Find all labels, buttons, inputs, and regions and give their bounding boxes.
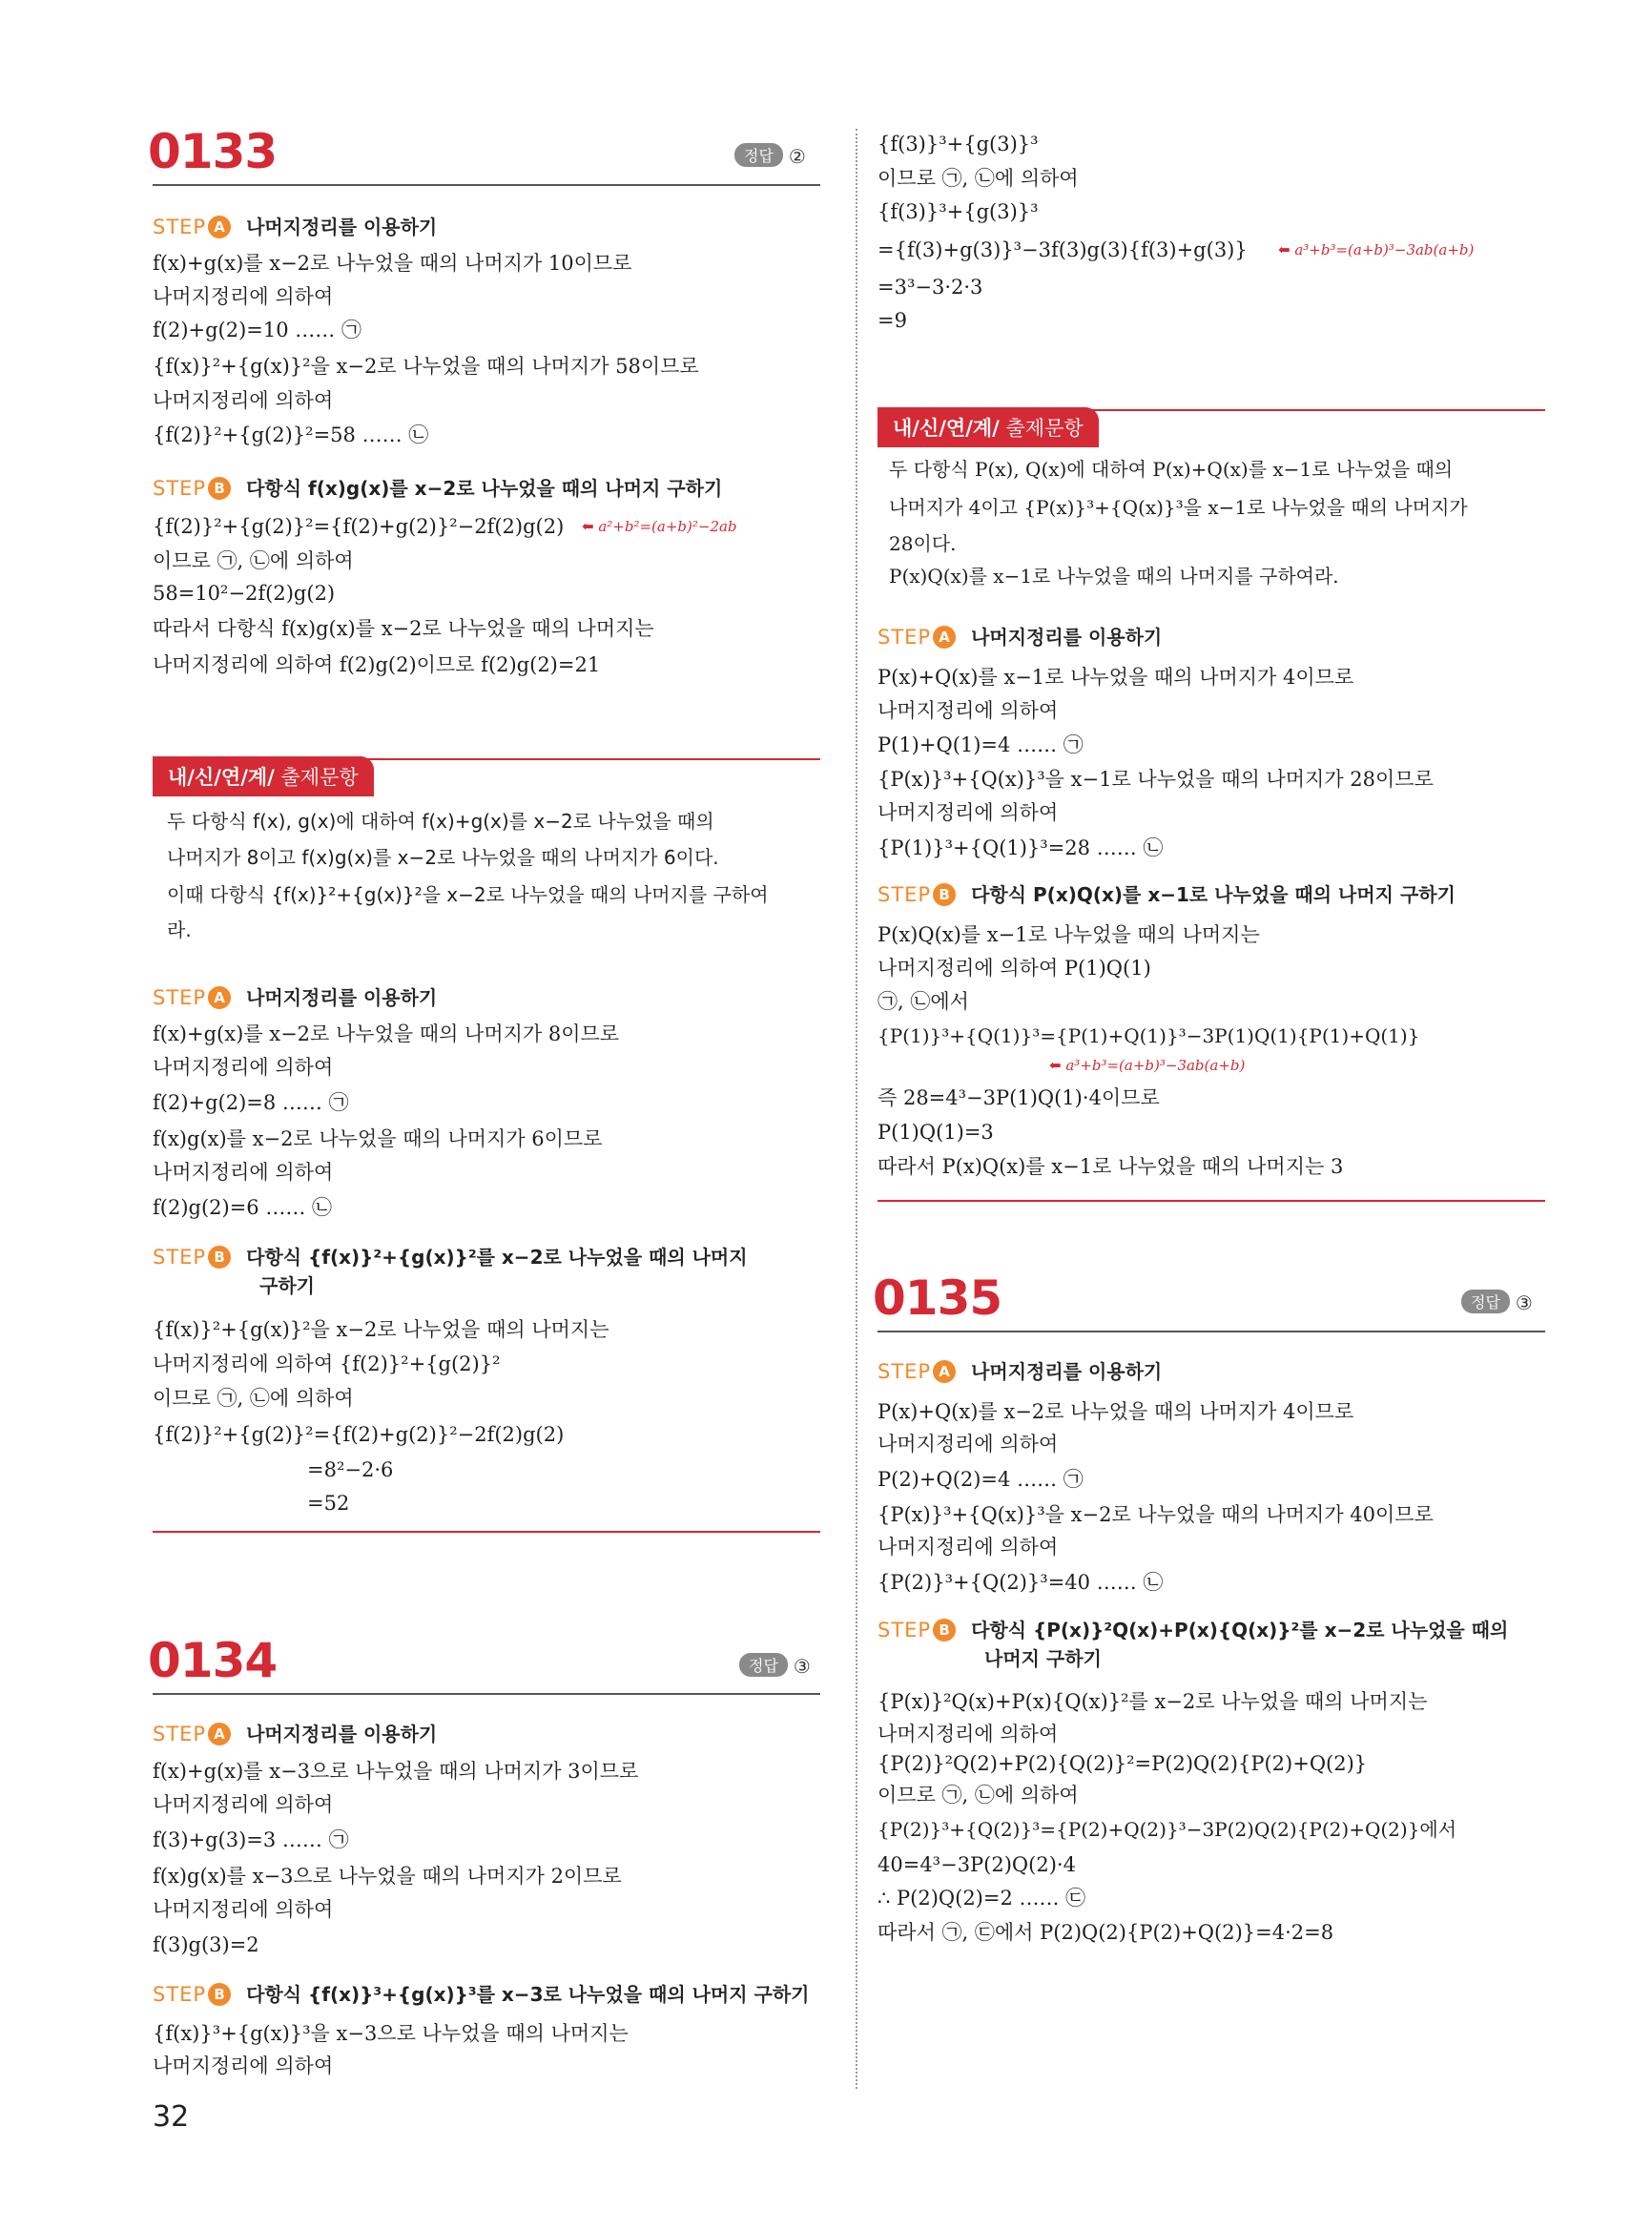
text-line: =9 (878, 309, 907, 332)
step-label: STEP (153, 1983, 207, 2006)
question-line: 나머지가 8이고 f(x)g(x)를 x−2로 나누었을 때의 나머지가 6이다. (167, 846, 719, 869)
text-line: 나머지정리에 의하여 (878, 1723, 1059, 1745)
step-title: 나머지정리를 이용하기 (246, 1723, 438, 1745)
text-line: {f(2)}²+{g(2)}²={f(2)+g(2)}²−2f(2)g(2) (153, 1423, 565, 1446)
answer-label: 정답 (1461, 1290, 1510, 1313)
text-line: 나머지정리에 의하여 P(1)Q(1) (878, 957, 1151, 980)
text-line: =3³−3·2·3 (878, 276, 983, 299)
text-line: f(2)+g(2)=8 …… ㉠ (153, 1091, 349, 1114)
section-end-rule (153, 1531, 820, 1533)
text-line: 이므로 ㉠, ㉡에 의하여 (878, 167, 1079, 190)
text-line: 나머지정리에 의하여 (153, 1898, 334, 1921)
problem-rule (878, 1331, 1545, 1332)
text-line: 이므로 ㉠, ㉡에 의하여 (153, 549, 354, 572)
text-line: ={f(3)+g(3)}³−3f(3)g(3){f(3)+g(3)} (878, 238, 1248, 261)
naesin-tag (878, 407, 1099, 447)
answer-badge-0134 (739, 1653, 811, 1678)
answer-badge-0133 (734, 143, 806, 168)
step-label: STEP (153, 216, 207, 238)
text-line: {f(x)}²+{g(x)}²을 x−2로 나누었을 때의 나머지는 (153, 1318, 609, 1341)
step-letter: B (933, 1619, 956, 1642)
step-label: STEP (153, 1723, 207, 1745)
text-line: f(2)g(2)=6 …… ㉡ (153, 1196, 333, 1219)
text-line: P(x)Q(x)를 x−1로 나누었을 때의 나머지는 (878, 923, 1260, 946)
text-line: 나머지정리에 의하여 f(2)g(2)이므로 f(2)g(2)=21 (153, 653, 601, 676)
step-title-cont: 나머지 구하기 (984, 1647, 1102, 1670)
step-title: 나머지정리를 이용하기 (246, 986, 438, 1009)
answer-value: ③ (1515, 1291, 1533, 1314)
problem-rule (153, 1693, 820, 1695)
step-title: 다항식 {f(x)}³+{g(x)}³를 x−3로 나누었을 때의 나머지 구하기 (246, 1983, 810, 2006)
text-line: =52 (307, 1492, 350, 1515)
text-line: f(x)+g(x)를 x−2로 나누었을 때의 나머지가 8이므로 (153, 1022, 620, 1045)
question-line: 두 다항식 P(x), Q(x)에 대하여 P(x)+Q(x)를 x−1로 나누었을 때의 (889, 458, 1454, 481)
text-line: 나머지정리에 의하여 (878, 1536, 1059, 1559)
text-line: {P(x)}³+{Q(x)}³을 x−1로 나누었을 때의 나머지가 28이므로 (878, 768, 1434, 791)
section-end-rule (878, 1200, 1545, 1202)
step-letter: A (208, 986, 231, 1009)
text-line: {f(3)}³+{g(3)}³ (878, 200, 1039, 223)
text-line: {P(2)}³+{Q(2)}³=40 …… ㉡ (878, 1571, 1164, 1594)
tag-strong: 내/신/연/계/ (893, 417, 1000, 440)
question-line: 두 다항식 f(x), g(x)에 대하여 f(x)+g(x)를 x−2로 나누었을 때의 (167, 810, 714, 833)
text-line: P(2)+Q(2)=4 …… ㉠ (878, 1468, 1084, 1491)
text-line: 즉 28=4³−3P(1)Q(1)·4이므로 (878, 1086, 1160, 1109)
answer-value: ② (788, 145, 806, 168)
text-line: {P(x)}³+{Q(x)}³을 x−2로 나누었을 때의 나머지가 40이므로 (878, 1503, 1434, 1526)
step-label: STEP (878, 1360, 932, 1383)
text-line: P(x)+Q(x)를 x−2로 나누었을 때의 나머지가 4이므로 (878, 1400, 1354, 1423)
text-line: 40=4³−3P(2)Q(2)·4 (878, 1853, 1076, 1876)
step-title-cont: 구하기 (259, 1274, 315, 1297)
step-title: 나머지정리를 이용하기 (246, 216, 438, 238)
text-line: 따라서 ㉠, ㉢에서 P(2)Q(2){P(2)+Q(2)}=4·2=8 (878, 1921, 1334, 1944)
step-a-naesin2 (878, 622, 1162, 650)
step-letter: B (208, 1246, 231, 1269)
text-line: 이므로 ㉠, ㉡에 의하여 (878, 1784, 1079, 1807)
step-b-naesin1 (153, 1242, 748, 1297)
text-line: 나머지정리에 의하여 (153, 2054, 334, 2077)
text-line: {P(x)}²Q(x)+P(x){Q(x)}²를 x−2로 나누었을 때의 나머지는 (878, 1690, 1428, 1713)
problem-number-0135: 0135 (873, 1270, 1002, 1326)
step-title: 다항식 f(x)g(x)를 x−2로 나누었을 때의 나머지 구하기 (246, 477, 723, 500)
step-letter: B (208, 477, 231, 500)
text-line: f(x)g(x)를 x−2로 나누었을 때의 나머지가 6이므로 (153, 1127, 603, 1150)
step-letter: A (208, 1723, 231, 1745)
step-a-0134 (153, 1719, 437, 1746)
tag-text: 출제문항 (274, 766, 359, 789)
question-line: 이때 다항식 {f(x)}²+{g(x)}²을 x−2로 나누었을 때의 나머지를 구하여 (167, 883, 769, 906)
text-line: {P(1)}³+{Q(1)}³={P(1)+Q(1)}³−3P(1)Q(1){P(1)+Q(1)} (878, 1024, 1420, 1047)
text-line: P(x)+Q(x)를 x−1로 나누었을 때의 나머지가 4이므로 (878, 666, 1354, 689)
step-a-naesin1 (153, 982, 437, 1010)
text-line: 나머지정리에 의하여 (153, 1793, 334, 1816)
step-letter: A (208, 216, 231, 238)
step-title: 나머지정리를 이용하기 (971, 626, 1163, 649)
step-title: 나머지정리를 이용하기 (971, 1360, 1163, 1383)
text-line: f(x)+g(x)를 x−3으로 나누었을 때의 나머지가 3이므로 (153, 1760, 639, 1783)
text-line: 58=10²−2f(2)g(2) (153, 582, 336, 605)
answer-badge-0135 (1461, 1290, 1533, 1314)
text-line: {P(1)}³+{Q(1)}³=28 …… ㉡ (878, 836, 1164, 859)
answer-label: 정답 (734, 143, 783, 167)
answer-value: ③ (793, 1655, 811, 1678)
column-divider (856, 129, 857, 2089)
text-line: {P(2)}³+{Q(2)}³={P(2)+Q(2)}³−3P(2)Q(2){P(2)+Q(2)}에서 (878, 1818, 1457, 1841)
text-line: 따라서 다항식 f(x)g(x)를 x−2로 나누었을 때의 나머지는 (153, 617, 654, 640)
text-line: 나머지정리에 의하여 (153, 389, 334, 412)
step-b-0134 (153, 1979, 810, 2007)
text-line: P(1)Q(1)=3 (878, 1121, 994, 1144)
step-letter: B (933, 883, 956, 906)
question-line: 28이다. (889, 532, 957, 555)
tag-strong: 내/신/연/계/ (168, 766, 275, 789)
text-line: {f(3)}³+{g(3)}³ (878, 133, 1039, 155)
formula-note: ⬅ a³+b³=(a+b)³−3ab(a+b) (1278, 241, 1475, 258)
text-line: =8²−2·6 (307, 1458, 394, 1481)
text-line: 나머지정리에 의하여 (878, 801, 1059, 824)
question-line: 라. (167, 919, 192, 941)
text-line: f(3)g(3)=2 (153, 1933, 259, 1956)
text-line: 나머지정리에 의하여 (878, 699, 1059, 722)
step-label: STEP (153, 1246, 207, 1269)
naesin-tag (153, 756, 374, 796)
text-line: {f(x)}²+{g(x)}²을 x−2로 나누었을 때의 나머지가 58이므로 (153, 355, 699, 378)
step-title: 다항식 {f(x)}²+{g(x)}²를 x−2로 나누었을 때의 나머지 (246, 1246, 748, 1269)
tag-text: 출제문항 (999, 417, 1084, 440)
step-label: STEP (153, 986, 207, 1009)
text-line: 나머지정리에 의하여 (153, 285, 334, 308)
formula-note: ⬅ a³+b³=(a+b)³−3ab(a+b) (1049, 1057, 1246, 1074)
step-title: 다항식 P(x)Q(x)를 x−1로 나누었을 때의 나머지 구하기 (971, 883, 1456, 906)
text-line: f(x)g(x)를 x−3으로 나누었을 때의 나머지가 2이므로 (153, 1865, 622, 1888)
step-title: 다항식 {P(x)}²Q(x)+P(x){Q(x)}²를 x−2로 나누었을 때의 (971, 1619, 1509, 1642)
text-line: {f(2)}²+{g(2)}²=58 …… ㉡ (153, 423, 429, 446)
step-label: STEP (878, 883, 932, 906)
problem-number-0133: 0133 (148, 124, 278, 179)
problem-rule (153, 184, 820, 186)
problem-number-0134: 0134 (148, 1633, 278, 1688)
text-line: {P(2)}²Q(2)+P(2){Q(2)}²=P(2)Q(2){P(2)+Q(2)} (878, 1752, 1368, 1775)
text-line: 나머지정리에 의하여 (153, 1161, 334, 1184)
step-letter: A (933, 626, 956, 649)
text-line: 나머지정리에 의하여 {f(2)}²+{g(2)}² (153, 1352, 501, 1375)
text-line: {f(2)}²+{g(2)}²={f(2)+g(2)}²−2f(2)g(2) (153, 515, 565, 538)
step-letter: A (933, 1360, 956, 1383)
text-line: 이므로 ㉠, ㉡에 의하여 (153, 1387, 354, 1410)
step-b-0135 (878, 1615, 1509, 1670)
step-label: STEP (878, 1619, 932, 1642)
text-line: 나머지정리에 의하여 (153, 1056, 334, 1079)
text-line: P(1)+Q(1)=4 …… ㉠ (878, 733, 1084, 756)
text-line: f(x)+g(x)를 x−2로 나누었을 때의 나머지가 10이므로 (153, 252, 632, 275)
step-b-naesin2 (878, 879, 1456, 907)
page-number: 32 (153, 2100, 190, 2134)
formula-note: ⬅ a²+b²=(a+b)²−2ab (582, 518, 737, 535)
step-letter: B (208, 1983, 231, 2006)
question-line: P(x)Q(x)를 x−1로 나누었을 때의 나머지를 구하여라. (889, 565, 1339, 588)
question-line: 나머지가 4이고 {P(x)}³+{Q(x)}³을 x−1로 나누었을 때의 나머지가 (889, 496, 1468, 519)
step-label: STEP (153, 477, 207, 500)
answer-label: 정답 (739, 1653, 788, 1677)
step-label: STEP (878, 626, 932, 649)
text-line: 따라서 P(x)Q(x)를 x−1로 나누었을 때의 나머지는 3 (878, 1155, 1344, 1178)
text-line: f(3)+g(3)=3 …… ㉠ (153, 1828, 349, 1851)
text-line: f(2)+g(2)=10 …… ㉠ (153, 319, 361, 341)
step-b-0133 (153, 473, 722, 501)
text-line: ㉠, ㉡에서 (878, 990, 969, 1013)
text-line: ∴ P(2)Q(2)=2 …… ㉢ (878, 1887, 1086, 1910)
step-a-0135 (878, 1356, 1162, 1384)
text-line: {f(x)}³+{g(x)}³을 x−3으로 나누었을 때의 나머지는 (153, 2022, 629, 2045)
step-a-0133 (153, 212, 437, 239)
text-line: 나머지정리에 의하여 (878, 1433, 1059, 1456)
